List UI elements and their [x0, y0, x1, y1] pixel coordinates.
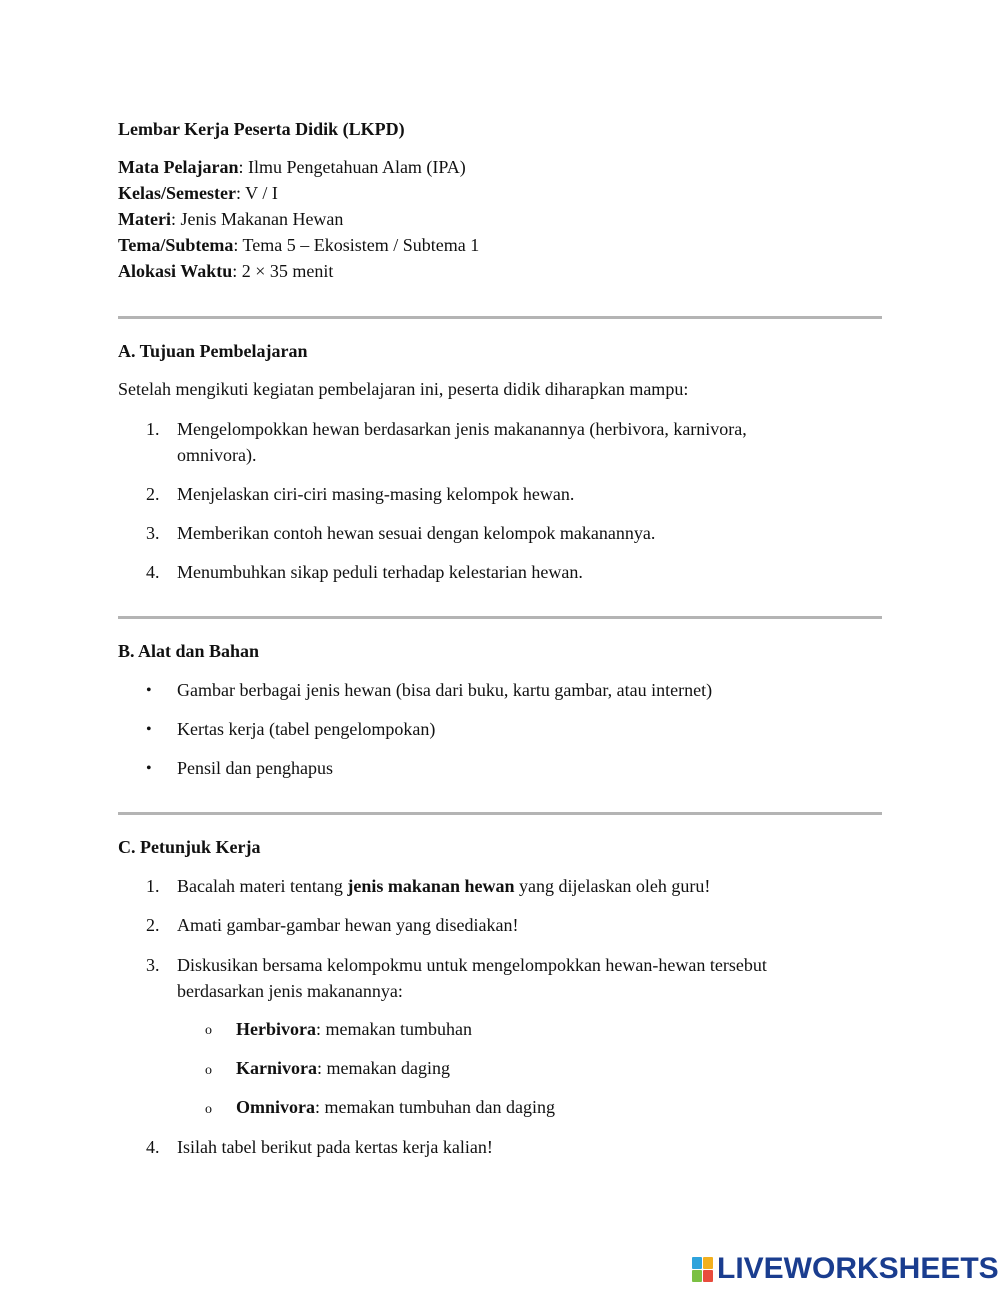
liveworksheets-logo[interactable] — [692, 1254, 999, 1284]
section-a-intro: Setelah mengikuti kegiatan pembelajaran ini, peserta didik diharapkan mampu: — [118, 379, 689, 399]
meta-value: : 2 × 35 menit — [232, 261, 334, 281]
list-text: Pensil dan penghapus — [177, 758, 333, 778]
list-text: Memberikan contoh hewan sesuai dengan kelompok makanannya. — [177, 523, 656, 543]
term: Karnivora — [236, 1058, 317, 1078]
circle-bullet-icon: o — [205, 1023, 212, 1038]
meta-time — [118, 261, 333, 282]
term: Herbivora — [236, 1019, 316, 1039]
meta-class-semester — [118, 183, 278, 204]
list-number: 3. — [146, 523, 160, 543]
list-text-continuation: berdasarkan jenis makanannya: — [177, 981, 403, 1001]
document-title: Lembar Kerja Peserta Didik (LKPD) — [118, 119, 405, 139]
list-number: 1. — [146, 419, 160, 439]
section-divider — [118, 812, 882, 815]
list-number: 2. — [146, 915, 160, 935]
meta-label: Mata Pelajaran — [118, 157, 239, 177]
meta-value: : Ilmu Pengetahuan Alam (IPA) — [238, 157, 466, 177]
term: Omnivora — [236, 1097, 315, 1117]
list-number: 3. — [146, 955, 160, 975]
list-number: 4. — [146, 562, 160, 582]
section-divider — [118, 316, 882, 319]
meta-material — [118, 209, 343, 230]
meta-value: : V / I — [235, 183, 278, 203]
meta-label: Alokasi Waktu — [118, 261, 233, 281]
section-a-heading: A. Tujuan Pembelajaran — [118, 341, 308, 361]
sub-list-text: Herbivora: memakan tumbuhan — [236, 1019, 472, 1039]
sub-list-text: Karnivora: memakan daging — [236, 1058, 450, 1078]
list-text: Kertas kerja (tabel pengelompokan) — [177, 719, 436, 739]
sub-list-text: Omnivora: memakan tumbuhan dan daging — [236, 1097, 555, 1117]
meta-label: Materi — [118, 209, 171, 229]
logo-text: LIVEWORKSHEETS — [717, 1252, 999, 1285]
meta-label: Tema/Subtema — [118, 235, 234, 255]
list-number: 4. — [146, 1137, 160, 1157]
list-text: Gambar berbagai jenis hewan (bisa dari buku, kartu gambar, atau internet) — [177, 680, 713, 700]
list-text: Amati gambar-gambar hewan yang disediakan! — [177, 915, 519, 935]
circle-bullet-icon: o — [205, 1063, 212, 1078]
meta-theme — [118, 235, 479, 256]
meta-value: : Jenis Makanan Hewan — [170, 209, 344, 229]
section-divider — [118, 616, 882, 619]
bullet-icon: • — [146, 721, 152, 738]
bullet-icon: • — [146, 682, 152, 699]
section-c-heading: C. Petunjuk Kerja — [118, 837, 261, 857]
list-text-continuation: omnivora). — [177, 445, 257, 465]
list-number: 1. — [146, 876, 160, 896]
bullet-icon: • — [146, 760, 152, 777]
circle-bullet-icon: o — [205, 1102, 212, 1117]
list-text: Diskusikan bersama kelompokmu untuk mengelompokkan hewan-hewan tersebut — [177, 955, 767, 975]
list-text: Bacalah materi tentang jenis makanan hewan yang dijelaskan oleh guru! — [177, 876, 711, 896]
emphasis-text: jenis makanan hewan — [347, 876, 515, 896]
section-b-heading: B. Alat dan Bahan — [118, 641, 260, 661]
list-number: 2. — [146, 484, 160, 504]
meta-value: : Tema 5 – Ekosistem / Subtema 1 — [233, 235, 480, 255]
logo-blocks-icon — [692, 1257, 713, 1282]
list-text: Menumbuhkan sikap peduli terhadap kelestarian hewan. — [177, 562, 583, 582]
list-text: Isilah tabel berikut pada kertas kerja kalian! — [177, 1137, 493, 1157]
list-text: Mengelompokkan hewan berdasarkan jenis makanannya (herbivora, karnivora, — [177, 419, 747, 439]
meta-subject — [118, 157, 466, 178]
meta-label: Kelas/Semester — [118, 183, 236, 203]
list-text: Menjelaskan ciri-ciri masing-masing kelompok hewan. — [177, 484, 575, 504]
